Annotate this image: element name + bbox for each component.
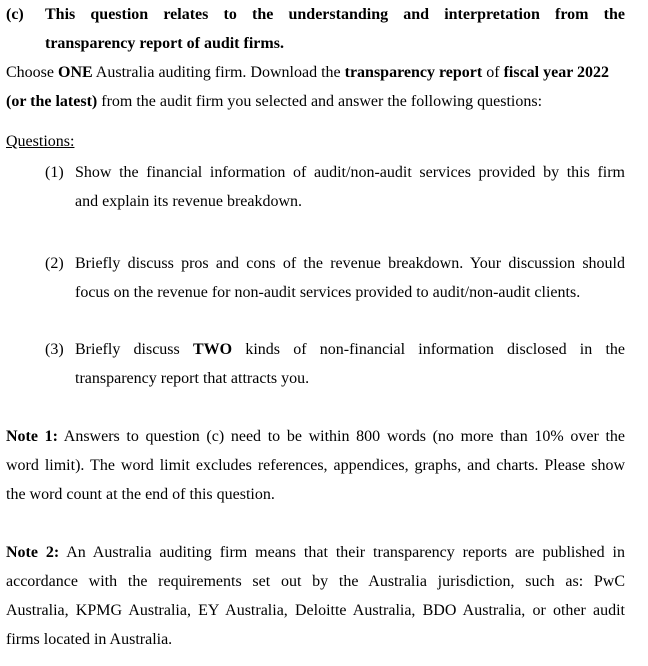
intro-emphasis-one: ONE bbox=[58, 64, 93, 81]
note-2-label: Note 2: bbox=[6, 544, 60, 561]
note-1-line2: word limit). The word limit excludes references, appendices, graphs, and charts. Please show bbox=[6, 457, 625, 474]
note-2-line1 bbox=[6, 543, 625, 563]
intro-emphasis-year: fiscal year 2022 bbox=[503, 64, 610, 81]
note-1-label: Note 1: bbox=[6, 428, 58, 445]
intro-line2 bbox=[6, 92, 542, 112]
question-3-text: Briefly discuss bbox=[75, 341, 193, 358]
intro-text: from the audit firm you selected and answer the following questions: bbox=[97, 93, 543, 110]
note-1-line3: the word count at the end of this question. bbox=[6, 486, 275, 503]
questions-heading: Questions: bbox=[6, 133, 75, 150]
note-2-text: An Australia auditing firm means that their transparency reports are published in bbox=[59, 544, 626, 561]
question-3-number: (3) bbox=[45, 341, 64, 358]
part-heading-line2: transparency report of audit firms. bbox=[45, 35, 284, 52]
question-3-text: kinds of non-financial information disclosed in the bbox=[232, 341, 626, 358]
question-1-line2: and explain its revenue breakdown. bbox=[75, 193, 303, 210]
intro-text: of bbox=[482, 64, 504, 81]
intro-emphasis-latest: (or the latest) bbox=[6, 93, 98, 110]
intro-text: Australia auditing firm. Download the bbox=[92, 64, 345, 81]
question-1-line1: Show the financial information of audit/non-audit services provided by this firm bbox=[75, 164, 625, 181]
part-label: (c) bbox=[6, 6, 24, 23]
question-2-line2: focus on the revenue for non-audit services provided to audit/non-audit clients. bbox=[75, 284, 581, 301]
note-2-line2: accordance with the requirements set out by the Australia jurisdiction, such as: PwC bbox=[6, 573, 625, 590]
intro-line1 bbox=[6, 63, 609, 83]
intro-emphasis-report: transparency report bbox=[344, 64, 483, 81]
note-1-line1 bbox=[6, 427, 625, 447]
question-1-number: (1) bbox=[45, 164, 64, 181]
question-2-line1: Briefly discuss pros and cons of the revenue breakdown. Your discussion should bbox=[75, 255, 625, 272]
note-2-line4: firms located in Australia. bbox=[6, 631, 173, 648]
question-3-line2: transparency report that attracts you. bbox=[75, 370, 310, 387]
question-3-emphasis-two: TWO bbox=[192, 341, 233, 358]
note-2-line3: Australia, KPMG Australia, EY Australia, Deloitte Australia, BDO Australia, or other audit bbox=[6, 602, 625, 619]
note-1-text: Answers to question (c) need to be within 800 words (no more than 10% over the bbox=[57, 428, 625, 445]
question-3-line1 bbox=[75, 340, 625, 360]
part-heading-line1: This question relates to the understanding and interpretation from the bbox=[45, 6, 625, 23]
question-2-number: (2) bbox=[45, 255, 64, 272]
intro-text: Choose bbox=[6, 64, 58, 81]
